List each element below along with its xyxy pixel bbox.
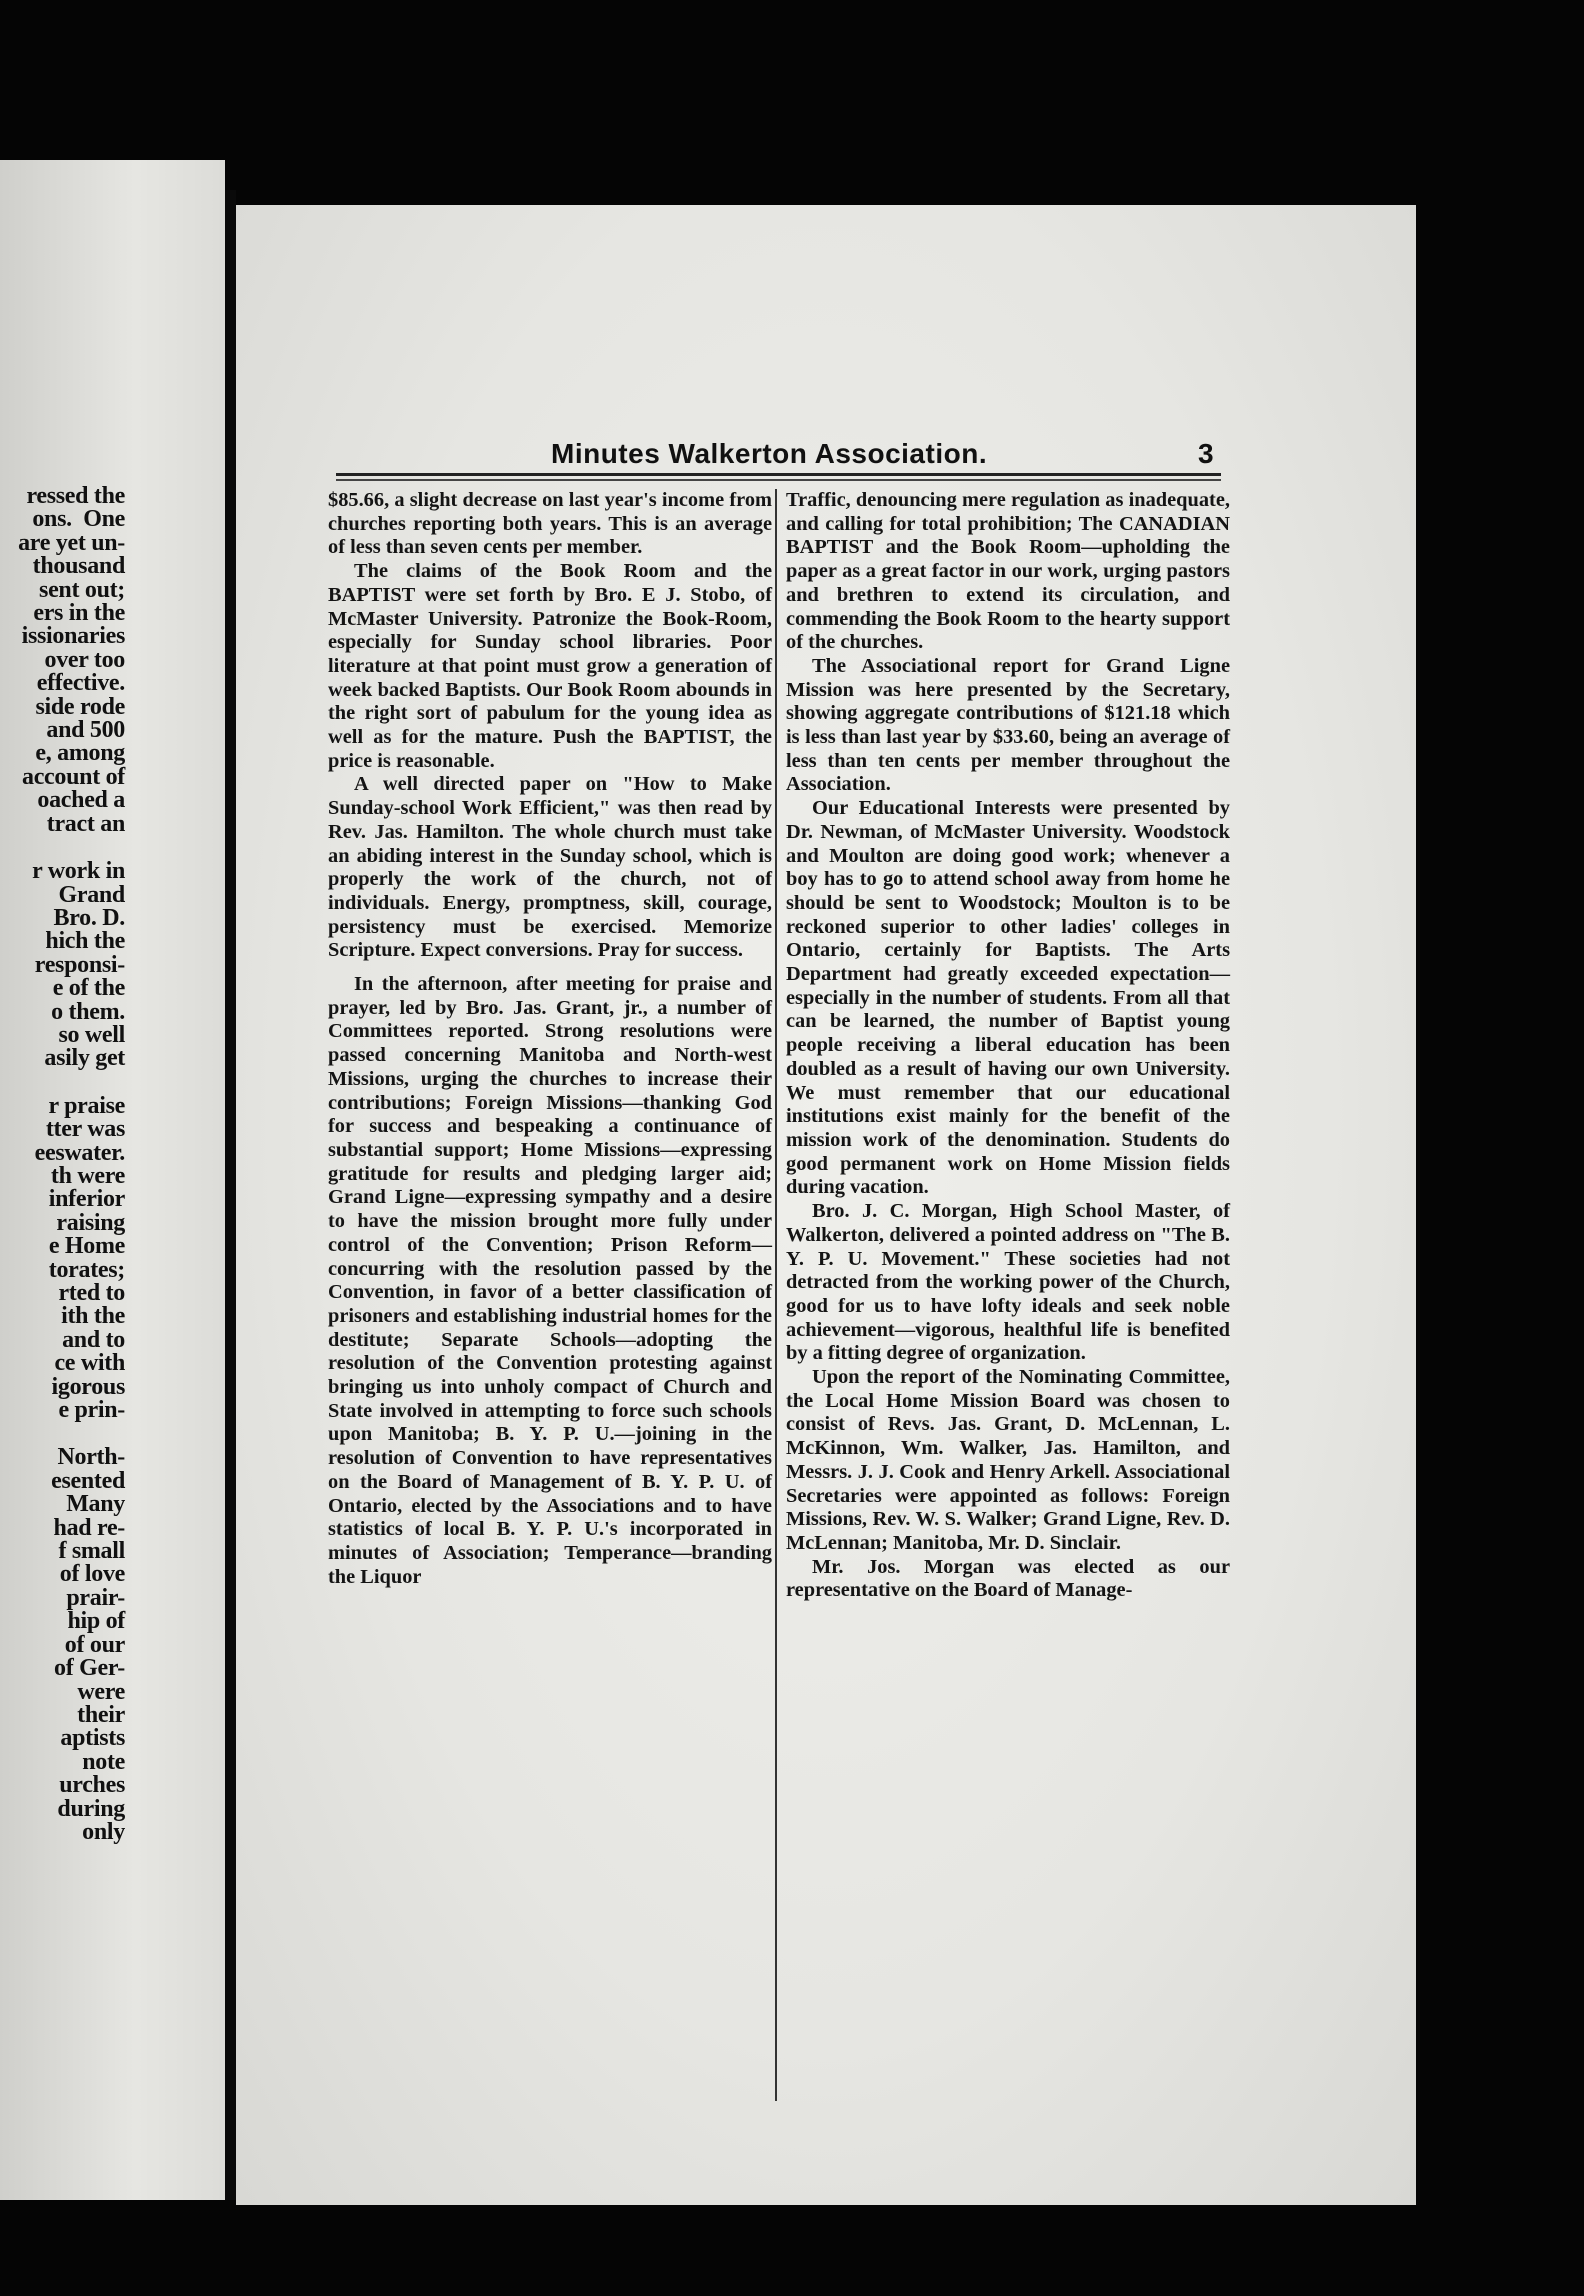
facing-page-line: effective.	[36, 670, 125, 697]
facing-page-line: responsi-	[34, 951, 125, 978]
facing-page-line: e Home	[48, 1233, 125, 1260]
facing-page-line: hich the	[45, 928, 125, 955]
paragraph: The Associational report for Grand Ligne Mission was here presented by the Secretary, showing aggregate contributions of $121.18 which is less than last year by $33.60, being an average of less than ten cents per member throughout the Association.	[786, 654, 1230, 796]
facing-page-line: raising	[56, 1209, 125, 1236]
facing-page-line: of Ger-	[54, 1655, 125, 1682]
page-number: 3	[1198, 438, 1214, 469]
facing-page-line: igorous	[51, 1373, 125, 1400]
facing-page-gap	[0, 1422, 125, 1446]
paragraph: In the afternoon, after meeting for praise and prayer, led by Bro. Jas. Grant, jr., a number of Committees reported. Strong resolutions were passed concerning Manitoba and North-west Missions, urging the churches to increase their contributions; Foreign Missions—thanking God for success and bespeaking a continuance of substantial support; Home Missions—expressing gratitude for results and pledging larger aid; Grand Ligne—expressing sympathy and a desire to have the mission brought more fully under control of the Convention; Prison Reform—concurring with the resolution passed by the Convention, in favor of a better classification of prisoners and establishing industrial homes for the destitute; Separate Schools—adopting the resolution of the Convention protesting against bringing us into unholy compact of Church and State involved in attempting to force such schools upon Manitoba; B. Y. P. U.—joining in the resolution of Convention to have representatives on the Board of Management of B. Y. P. U. of Ontario, elected by the Associations and to have statistics of local B. Y. P. U.'s incorporated in minutes of Association; Temperance—branding the Liquor	[328, 973, 772, 1588]
paragraph: Our Educational Interests were presented by Dr. Newman, of McMaster University. Woodstock and Moulton are doing good work; whenever a boy has to go to attend school away from home he should be sent to Woodstock; Moulton is to be reckoned superior to other ladies' colleges in Ontario, certainly for Baptists. The Arts Department had greatly exceeded expectation—especially in the number of students. From all that can be learned, the number of Baptist young people receiving a liberal education has been doubled as a result of having our own University. We must remember that our educational institutions exist mainly for the benefit of the mission work of the denomination. Students do good permanent work on Home Mission fields during vacation.	[786, 797, 1230, 1199]
facing-page-text	[0, 485, 125, 1844]
facing-page-line: esented	[51, 1467, 125, 1494]
facing-page-line: tract an	[46, 810, 125, 837]
facing-page-line: ith the	[61, 1303, 125, 1330]
paragraph: Traffic, denouncing mere regulation as inadequate, and calling for total prohibition; The CANADIAN BAPTIST and the Book Room—upholding the paper as a great factor in our work, urging pastors and brethren to extend its circulation, and commending the Book Room to the hearty support of the churches.	[786, 489, 1230, 654]
facing-page-line: tter was	[45, 1116, 125, 1143]
paragraph: $85.66, a slight decrease on last year's income from churches reporting both years. This is an average of less than seven cents per member.	[328, 489, 772, 559]
facing-page-line: of love	[59, 1561, 125, 1588]
facing-page-line: only	[82, 1818, 125, 1845]
facing-page-line: issionaries	[21, 623, 125, 650]
facing-page-line: torates;	[48, 1256, 125, 1283]
paragraph: Mr. Jos. Morgan was elected as our representative on the Board of Manage-	[786, 1555, 1230, 1602]
facing-page-line: their	[77, 1701, 125, 1728]
facing-page-line: Grand	[58, 881, 125, 908]
facing-page-line: Bro. D.	[53, 904, 125, 931]
facing-page-line: note	[82, 1748, 125, 1775]
facing-page-line: e prin-	[58, 1397, 125, 1424]
facing-page-line: during	[57, 1795, 125, 1822]
page-title: Minutes Walkerton Association.	[551, 438, 988, 469]
facing-page-line: f small	[58, 1538, 125, 1565]
facing-page-line: thousand	[32, 553, 125, 580]
document-page	[236, 205, 1416, 2205]
facing-page-line: eeswater.	[34, 1139, 125, 1166]
facing-page-line: account of	[22, 763, 125, 790]
facing-page-line: North-	[57, 1444, 125, 1471]
facing-page-line: had re-	[53, 1514, 125, 1541]
text-column-left	[328, 489, 772, 1589]
facing-page-line: sent out;	[39, 576, 125, 603]
paragraph: A well directed paper on "How to Make Sunday-school Work Efficient," was then read by Rev. Jas. Hamilton. The whole church must take an abiding interest in the Sunday school, which is properly the work of the church, not of individuals. Energy, promptness, skill, courage, persistency must be exercised. Memorize Scripture. Expect conversions. Pray for success.	[328, 773, 772, 962]
text-column-right	[786, 489, 1230, 1603]
facing-page-line: aptists	[60, 1725, 125, 1752]
facing-page-line: side rode	[35, 693, 125, 720]
facing-page-line: rted to	[58, 1280, 125, 1306]
facing-page-line: asily get	[44, 1045, 125, 1072]
facing-page-fragment	[0, 160, 225, 2200]
facing-page-line: o them.	[51, 998, 125, 1025]
facing-page-line: oached a	[37, 787, 125, 814]
facing-page-line: inferior	[48, 1186, 125, 1213]
facing-page-line: of our	[64, 1631, 125, 1658]
facing-page-line: r work in	[32, 858, 125, 885]
paragraph: Bro. J. C. Morgan, High School Master, of Walkerton, delivered a pointed address on "The B. Y. P. U. Movement." These societies had not detracted from the working power of the Church, good for us to have lofty ideals and seek noble achievement—vigorous, healthful life is benefited by a fitting degree of organization.	[786, 1200, 1230, 1365]
facing-page-line: so well	[58, 1021, 125, 1048]
facing-page-line: urches	[59, 1772, 125, 1799]
facing-page-line: r praise	[48, 1092, 125, 1119]
facing-page-line: and 500	[46, 717, 125, 744]
column-divider	[775, 489, 777, 2101]
facing-page-line: hip of	[67, 1608, 125, 1635]
facing-page-line: e of the	[52, 975, 125, 1002]
gutter-rule	[225, 190, 236, 2200]
facing-page-gap	[0, 836, 125, 860]
paragraph: Upon the report of the Nominating Committee, the Local Home Mission Board was chosen to consist of Revs. Jas. Grant, D. McLennan, L. McKinnon, Wm. Walker, Jas. Hamilton, and Messrs. J. J. Cook and Henry Arkell. Associational Secretaries were appointed as follows: Foreign Missions, Rev. W. S. Walker; Grand Ligne, Rev. D. McLennan; Manitoba, Mr. D. Sinclair.	[786, 1366, 1230, 1554]
facing-page-line: ce with	[54, 1350, 125, 1377]
facing-page-line: over too	[44, 646, 125, 673]
facing-page-line: are yet un-	[18, 529, 125, 556]
facing-page-line: ers in the	[33, 600, 125, 627]
header-rule	[336, 473, 1221, 476]
facing-page-gap	[0, 1071, 125, 1095]
header-rule-thin	[336, 479, 1221, 481]
facing-page-line: and to	[62, 1326, 125, 1353]
facing-page-line: were	[77, 1678, 125, 1705]
facing-page-line: th were	[50, 1162, 125, 1189]
facing-page-line: e, among	[35, 740, 125, 767]
facing-page-line: ons. One	[32, 506, 125, 533]
paragraph: The claims of the Book Room and the BAPTIST were set forth by Bro. E J. Stobo, of McMaster University. Patronize the Book-Room, especially for Sunday school libraries. Poor literature at that point must grow a generation of week backed Baptists. Our Book Room abounds in the right sort of pabulum for the young idea as well as for the mature. Push the BAPTIST, the price is reasonable.	[328, 560, 772, 772]
facing-page-line: ressed the	[26, 483, 125, 509]
facing-page-line: Many	[66, 1491, 125, 1518]
facing-page-line: prair-	[66, 1584, 125, 1611]
